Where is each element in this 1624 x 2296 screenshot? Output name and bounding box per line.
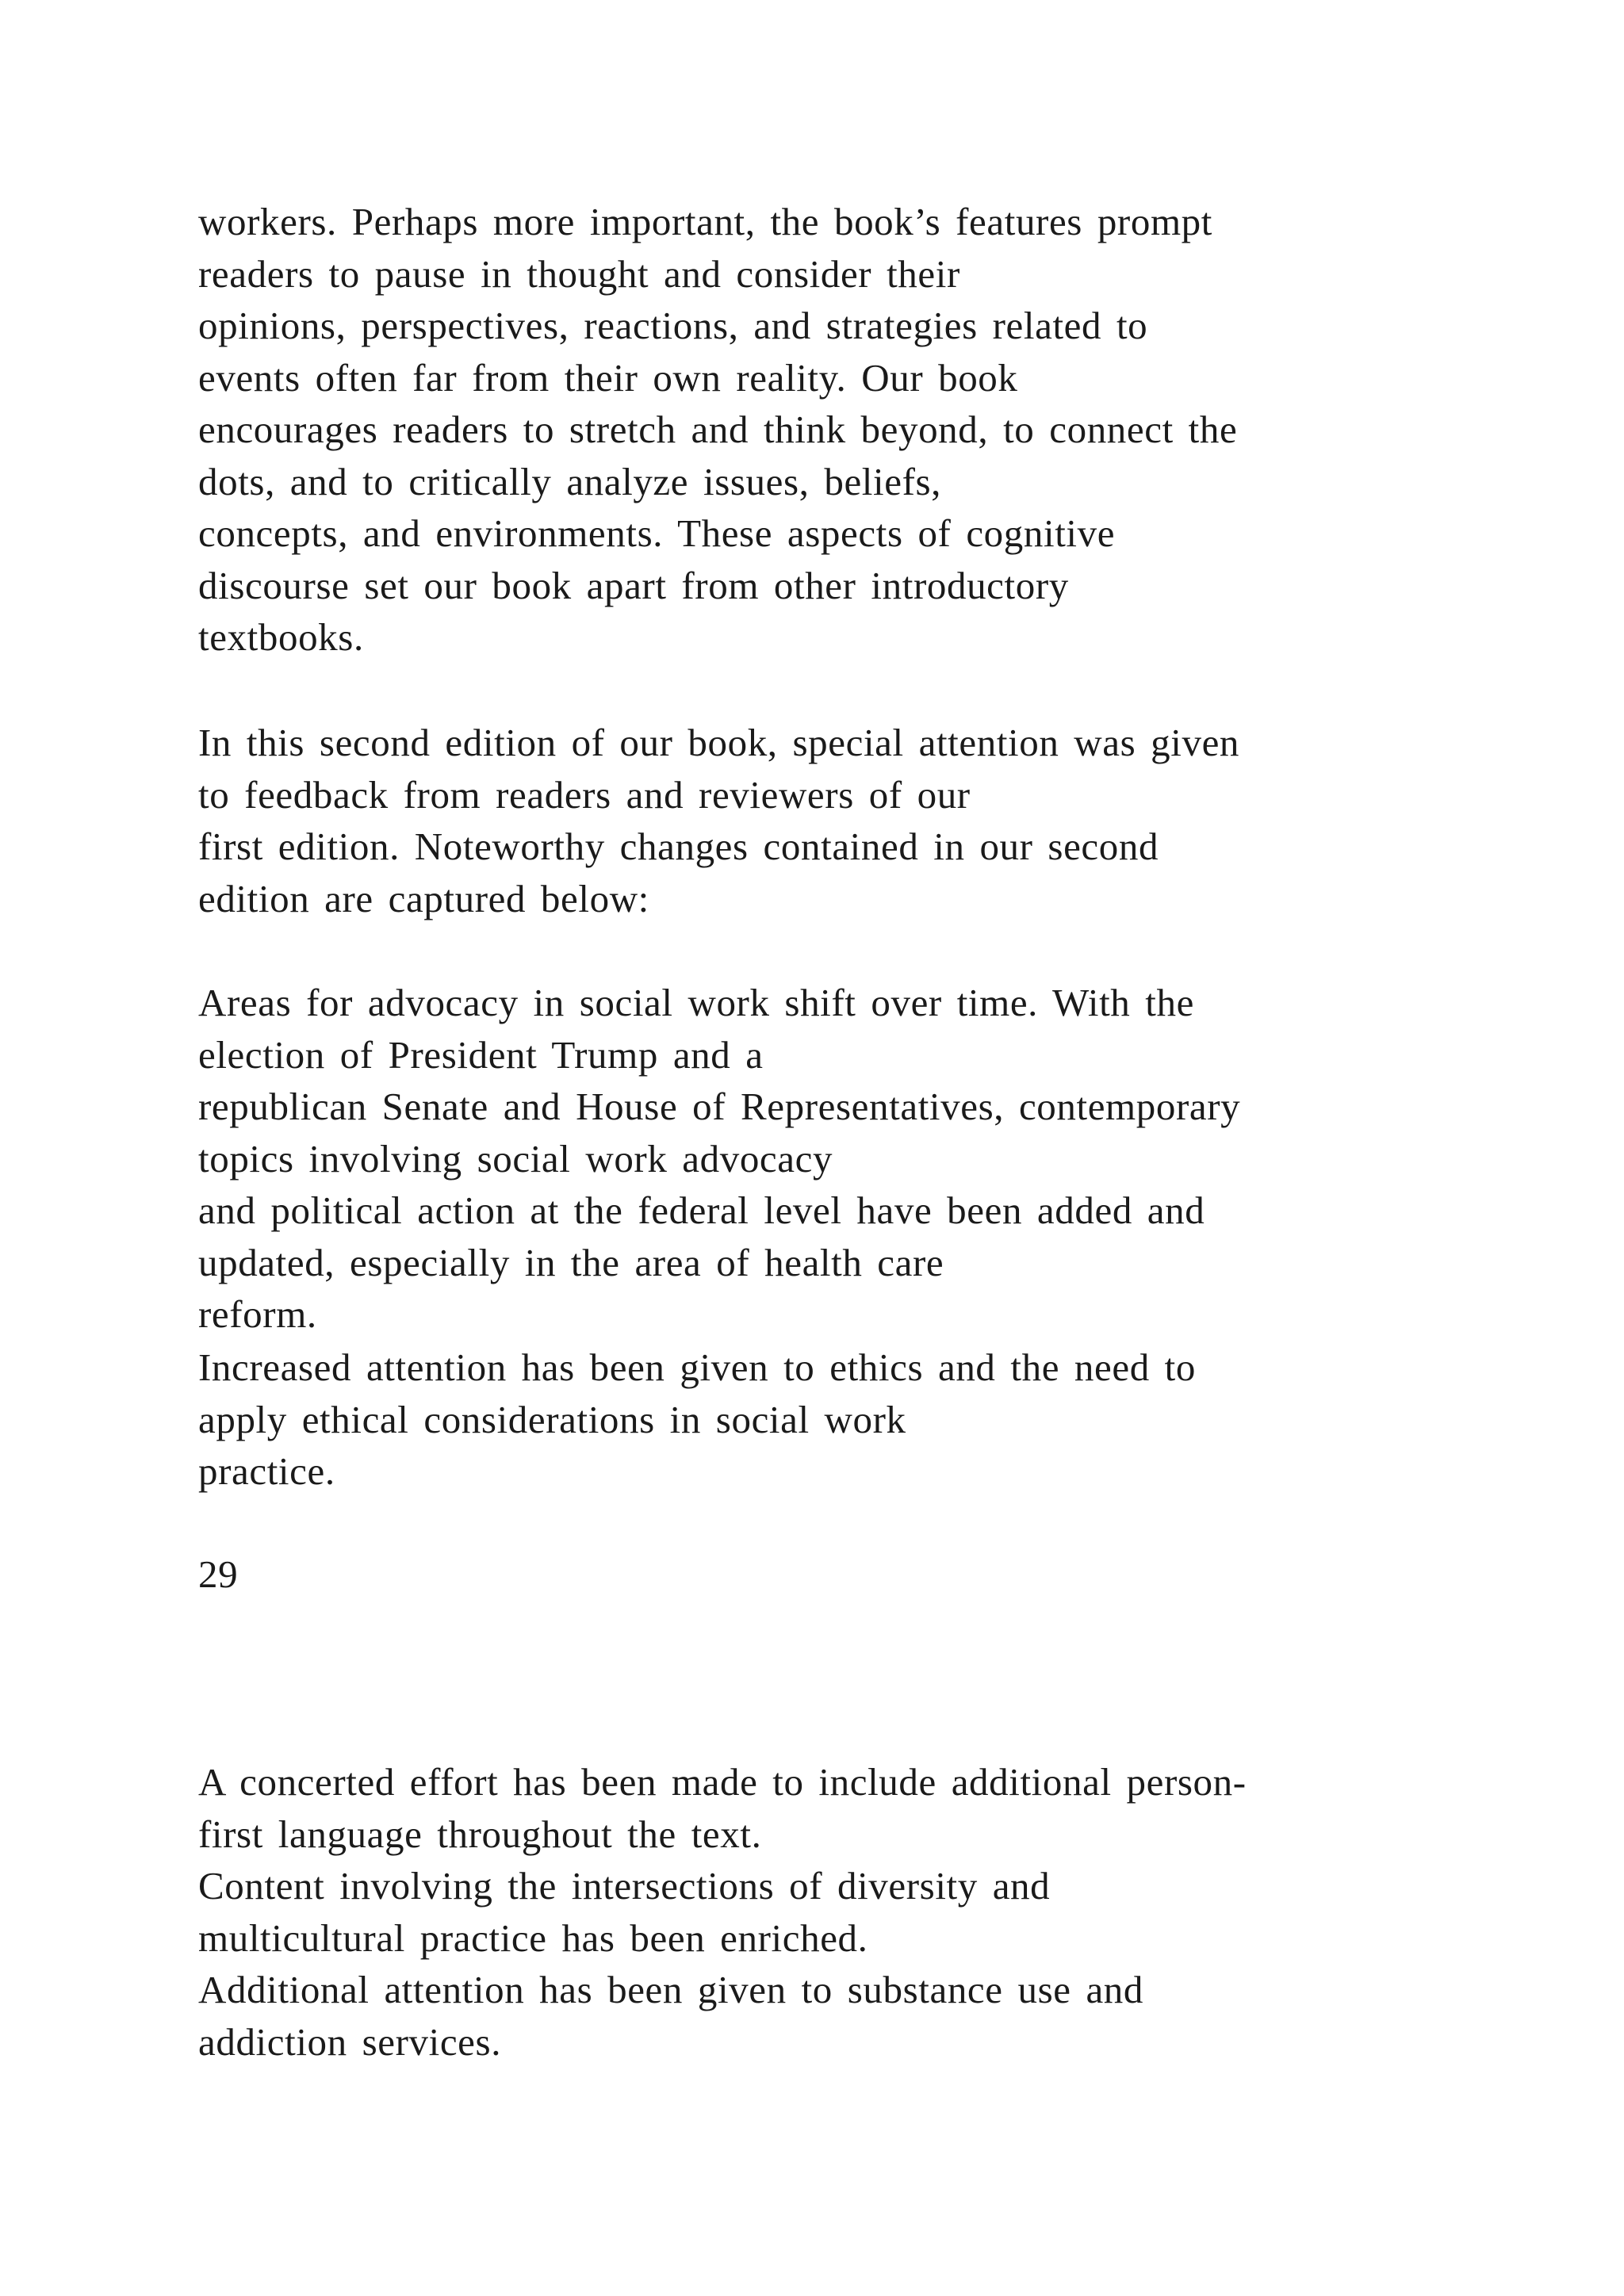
text-line: workers. Perhaps more important, the book’s features prompt <box>198 200 1212 243</box>
text-line: discourse set our book apart from other introductory <box>198 563 1069 607</box>
text-line: A concerted effort has been made to include additional person- <box>198 1760 1247 1804</box>
text-line: and political action at the federal level have been added and <box>198 1188 1205 1232</box>
text-line: republican Senate and House of Representatives, contemporary <box>198 1085 1241 1128</box>
text-line: updated, especially in the area of health care <box>198 1240 944 1284</box>
text-line: Increased attention has been given to ethics and the need to <box>198 1345 1196 1389</box>
text-line: edition are captured below: <box>198 876 649 920</box>
text-line: to feedback from readers and reviewers of our <box>198 772 971 817</box>
text-line: dots, and to critically analyze issues, beliefs, <box>198 459 942 503</box>
text-line: readers to pause in thought and consider their <box>198 251 960 296</box>
paragraph-cognitive-discourse <box>198 196 1499 664</box>
text-line: encourages readers to stretch and think beyond, to connect the <box>198 408 1238 451</box>
text-line: topics involving social work advocacy <box>198 1136 833 1181</box>
text-line: multicultural practice has been enriched. <box>198 1915 868 1960</box>
text-line: first language throughout the text. <box>198 1812 762 1856</box>
paragraph-advocacy <box>198 977 1499 1341</box>
paragraph-ethics <box>198 1341 1499 1498</box>
page-number <box>198 1548 1499 1601</box>
text-line: opinions, perspectives, reactions, and strategies related to <box>198 304 1148 347</box>
text-line: Content involving the intersections of diversity and <box>198 1864 1051 1908</box>
text-line: reform. <box>198 1292 317 1336</box>
text-line: Additional attention has been given to substance use and <box>198 1968 1143 2011</box>
page-number-text: 29 <box>198 1552 239 1596</box>
text-line: apply ethical considerations in social work <box>198 1397 906 1441</box>
text-line: first edition. Noteworthy changes contained in our second <box>198 825 1159 868</box>
paragraph-additional-changes <box>198 1756 1499 2068</box>
text-line: practice. <box>198 1449 335 1493</box>
text-line: In this second edition of our book, special attention was given <box>198 721 1240 764</box>
text-line: election of President Trump and a <box>198 1032 764 1077</box>
text-line: textbooks. <box>198 615 364 659</box>
text-line: concepts, and environments. These aspects of cognitive <box>198 511 1116 555</box>
text-line: addiction services. <box>198 2019 502 2064</box>
text-line: Areas for advocacy in social work shift over time. With the <box>198 981 1194 1024</box>
text-line: events often far from their own reality. Our book <box>198 355 1018 400</box>
paragraph-second-edition <box>198 717 1499 924</box>
